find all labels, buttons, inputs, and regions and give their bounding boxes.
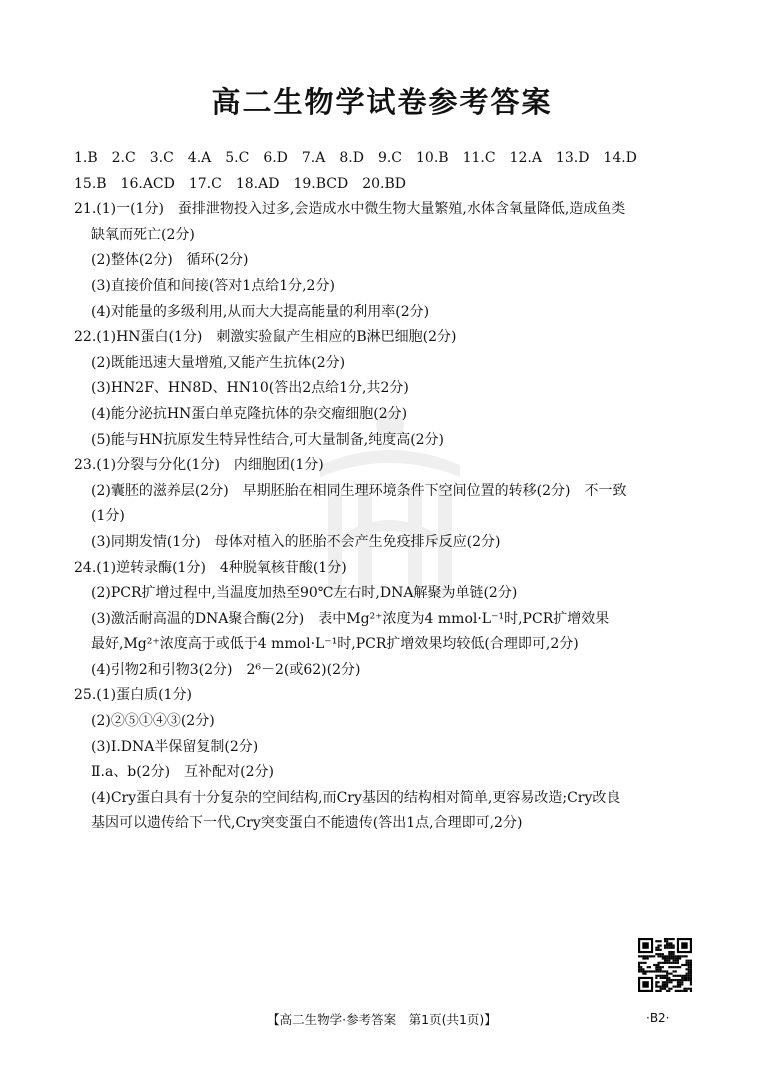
page-code: ·B2· bbox=[646, 1011, 670, 1025]
answer-line: (3)激活耐高温的DNA聚合酶(2分) 表中Mg²⁺浓度为4 mmol·L⁻¹时,PCR扩增效果 bbox=[91, 610, 610, 627]
answer-line: 23.(1)分裂与分化(1分) 内细胞团(1分) bbox=[74, 457, 324, 474]
answer-line: (3)Ⅰ.DNA半保留复制(2分) bbox=[91, 738, 259, 755]
answer-line: (4)Cry蛋白具有十分复杂的空间结构,而Cry基因的结构相对简单,更容易改造;Cry改良 bbox=[91, 789, 621, 806]
answer-list bbox=[74, 146, 704, 837]
answer-line: 缺氧而死亡(2分) bbox=[91, 226, 195, 243]
answer-line: 15.B 16.ACD 17.C 18.AD 19.BCD 20.BD bbox=[74, 175, 406, 192]
answer-line: (2)既能迅速大量增殖,又能产生抗体(2分) bbox=[91, 354, 346, 371]
answer-line: (4)能分泌抗HN蛋白单克隆抗体的杂交瘤细胞(2分) bbox=[91, 405, 408, 422]
answer-line: (3)直接价值和间接(答对1点给1分,2分) bbox=[91, 277, 335, 294]
answer-line: 最好,Mg²⁺浓度高于或低于4 mmol·L⁻¹时,PCR扩增效果均较低(合理即可,2分) bbox=[91, 636, 579, 653]
page-title: 高二生物学试卷参考答案 bbox=[211, 85, 553, 119]
qr-code-icon bbox=[638, 938, 692, 992]
answer-line: 基因可以遗传给下一代,Cry突变蛋白不能遗传(答出1点,合理即可,2分) bbox=[91, 815, 523, 832]
answer-line: (4)对能量的多级利用,从而大大提高能量的利用率(2分) bbox=[91, 303, 430, 320]
answer-line: 22.(1)HN蛋白(1分) 刺激实验鼠产生相应的B淋巴细胞(2分) bbox=[74, 329, 457, 346]
answer-line: (3)HN2F、HN8D、HN10(答出2点给1分,共2分) bbox=[91, 380, 409, 397]
answer-line: (3)同期发情(1分) 母体对植入的胚胎不会产生免疫排斥反应(2分) bbox=[91, 533, 501, 550]
answer-line: (2)整体(2分) 循环(2分) bbox=[91, 252, 249, 269]
page-footer: 【高二生物学·参考答案 第1页(共1页)】 bbox=[267, 1012, 497, 1027]
answer-line: (2)囊胚的滋养层(2分) 早期胚胎在相同生理环境条件下空间位置的转移(2分) 不一致 bbox=[91, 482, 627, 499]
answer-line: (4)引物2和引物3(2分) 2⁶－2(或62)(2分) bbox=[91, 661, 361, 678]
answer-line: (2)②⑤①④③(2分) bbox=[91, 713, 215, 730]
answer-line: 25.(1)蛋白质(1分) bbox=[74, 687, 192, 704]
answer-line: (2)PCR扩增过程中,当温度加热至90℃左右时,DNA解聚为单链(2分) bbox=[91, 585, 518, 602]
answer-line: 1.B 2.C 3.C 4.A 5.C 6.D 7.A 8.D 9.C 10.B 11.C 12.A 13.D 14.D bbox=[74, 150, 637, 166]
answer-line: Ⅱ.a、b(2分) 互补配对(2分) bbox=[91, 764, 274, 781]
answer-line: (5)能与HN抗原发生特异性结合,可大量制备,纯度高(2分) bbox=[91, 431, 445, 448]
answer-line: (1分) bbox=[91, 508, 125, 525]
answer-line: 24.(1)逆转录酶(1分) 4种脱氧核苷酸(1分) bbox=[74, 559, 347, 576]
answer-line: 21.(1)一(1分) 蚕排泄物投入过多,会造成水中微生物大量繁殖,水体含氧量降低,造成鱼类 bbox=[74, 201, 626, 218]
